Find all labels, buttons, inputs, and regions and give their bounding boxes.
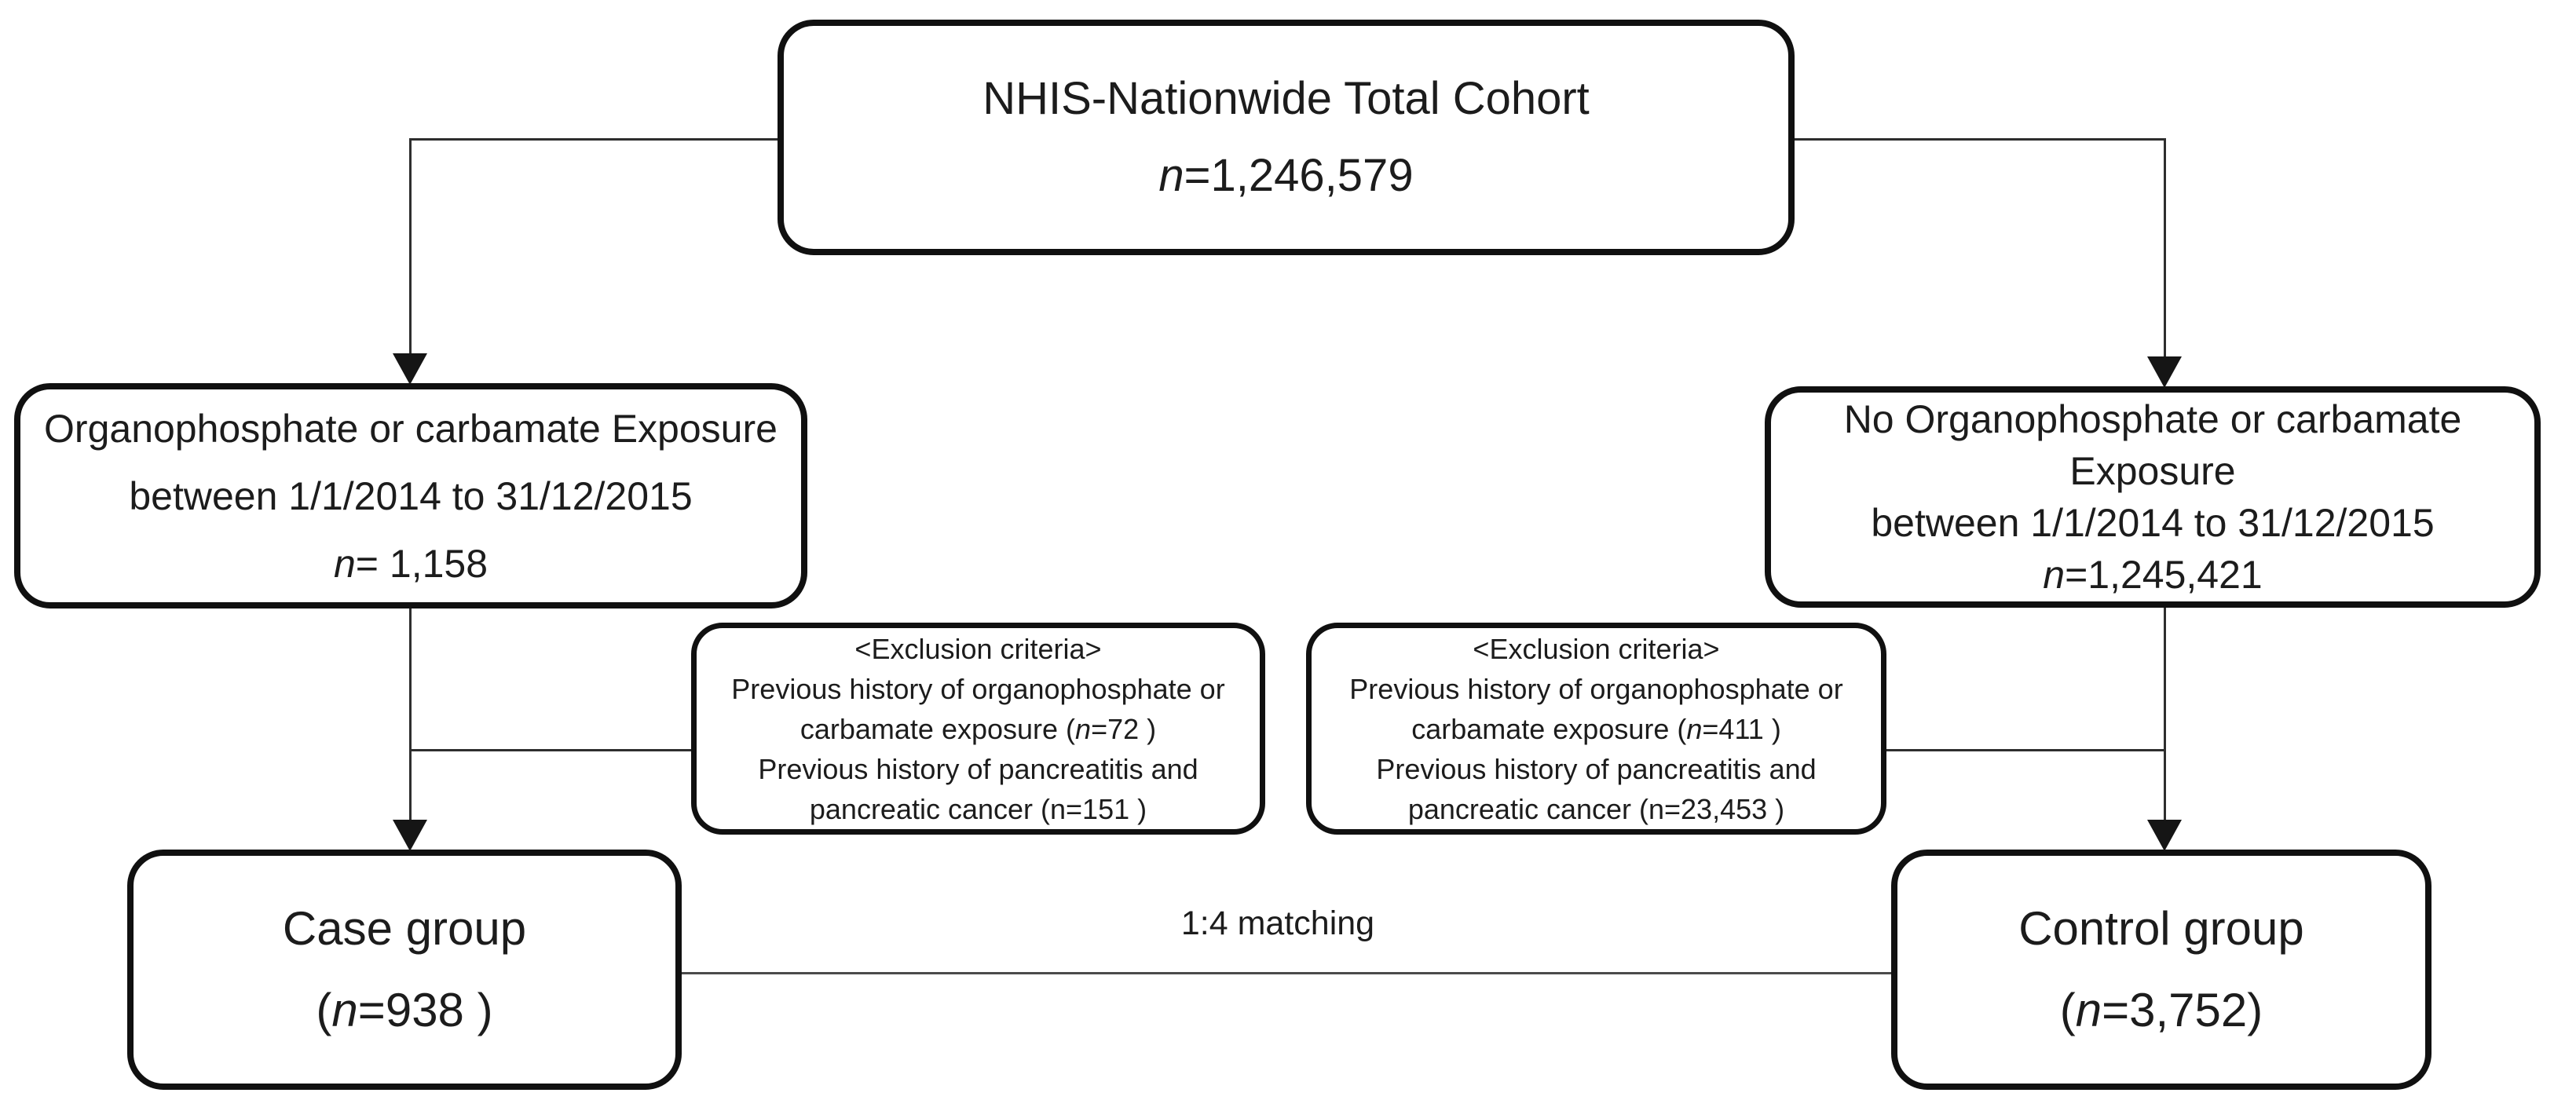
box-line: <Exclusion criteria>: [854, 632, 1102, 665]
connector-exposed-to-case-vertical: [409, 607, 412, 823]
box-line: Previous history of pancreatitis and: [1376, 752, 1817, 785]
box-line: between 1/1/2014 to 31/12/2015: [1871, 501, 2435, 545]
total-cohort-box: [778, 20, 1795, 255]
exposed-group-box: [14, 383, 807, 608]
box-line: Organophosphate or carbamate Exposure: [44, 406, 778, 451]
box-line: Previous history of organophosphate or: [1349, 672, 1843, 705]
case-group-box: [127, 850, 682, 1090]
down-arrowhead-control-icon: [2147, 820, 2182, 851]
down-arrowhead-case-icon: [393, 820, 427, 851]
box-line: Previous history of organophosphate or: [731, 672, 1225, 705]
down-arrowhead-unexposed-icon: [2147, 356, 2182, 388]
box-line: n=1,246,579: [1158, 150, 1414, 201]
down-arrowhead-exposed-icon: [393, 353, 427, 385]
connector-total-to-exposed-horizontal: [410, 138, 778, 141]
unexposed-group-box: [1765, 386, 2541, 608]
box-line: carbamate exposure (n=72 ): [800, 712, 1157, 745]
box-line: n=1,245,421: [2043, 553, 2263, 597]
connector-total-to-unexposed-horizontal: [1795, 138, 2164, 141]
box-line: NHIS-Nationwide Total Cohort: [982, 73, 1590, 124]
connector-total-to-exposed-vertical: [409, 138, 412, 356]
box-line: (n=938 ): [316, 984, 493, 1036]
connector-unexposed-to-control-vertical: [2164, 606, 2166, 823]
box-line: (n=3,752): [2059, 984, 2263, 1036]
box-line: Exposure: [2069, 449, 2236, 493]
box-line: No Organophosphate or carbamate: [1843, 397, 2462, 441]
box-line: Previous history of pancreatitis and: [758, 752, 1198, 785]
box-line: n= 1,158: [333, 541, 488, 586]
connector-case-to-control-matching-line: [682, 972, 1891, 974]
box-line: carbamate exposure (n=411 ): [1411, 712, 1781, 745]
connector-exclusion-left-branch: [410, 749, 693, 751]
control-group-box: [1891, 850, 2431, 1090]
matching-ratio-label: 1:4 matching: [1180, 905, 1375, 942]
box-line: pancreatic cancer (n=151 ): [809, 792, 1147, 825]
box-line: <Exclusion criteria>: [1473, 632, 1720, 665]
connector-total-to-unexposed-vertical: [2164, 138, 2166, 360]
box-line: Control group: [2018, 902, 2304, 955]
exclusion-criteria-right-box: [1306, 623, 1886, 835]
box-line: between 1/1/2014 to 31/12/2015: [129, 473, 693, 518]
box-line: Case group: [282, 902, 527, 955]
connector-exclusion-right-branch: [1885, 749, 2165, 751]
box-line: pancreatic cancer (n=23,453 ): [1407, 792, 1785, 825]
exclusion-criteria-left-box: [691, 623, 1265, 835]
